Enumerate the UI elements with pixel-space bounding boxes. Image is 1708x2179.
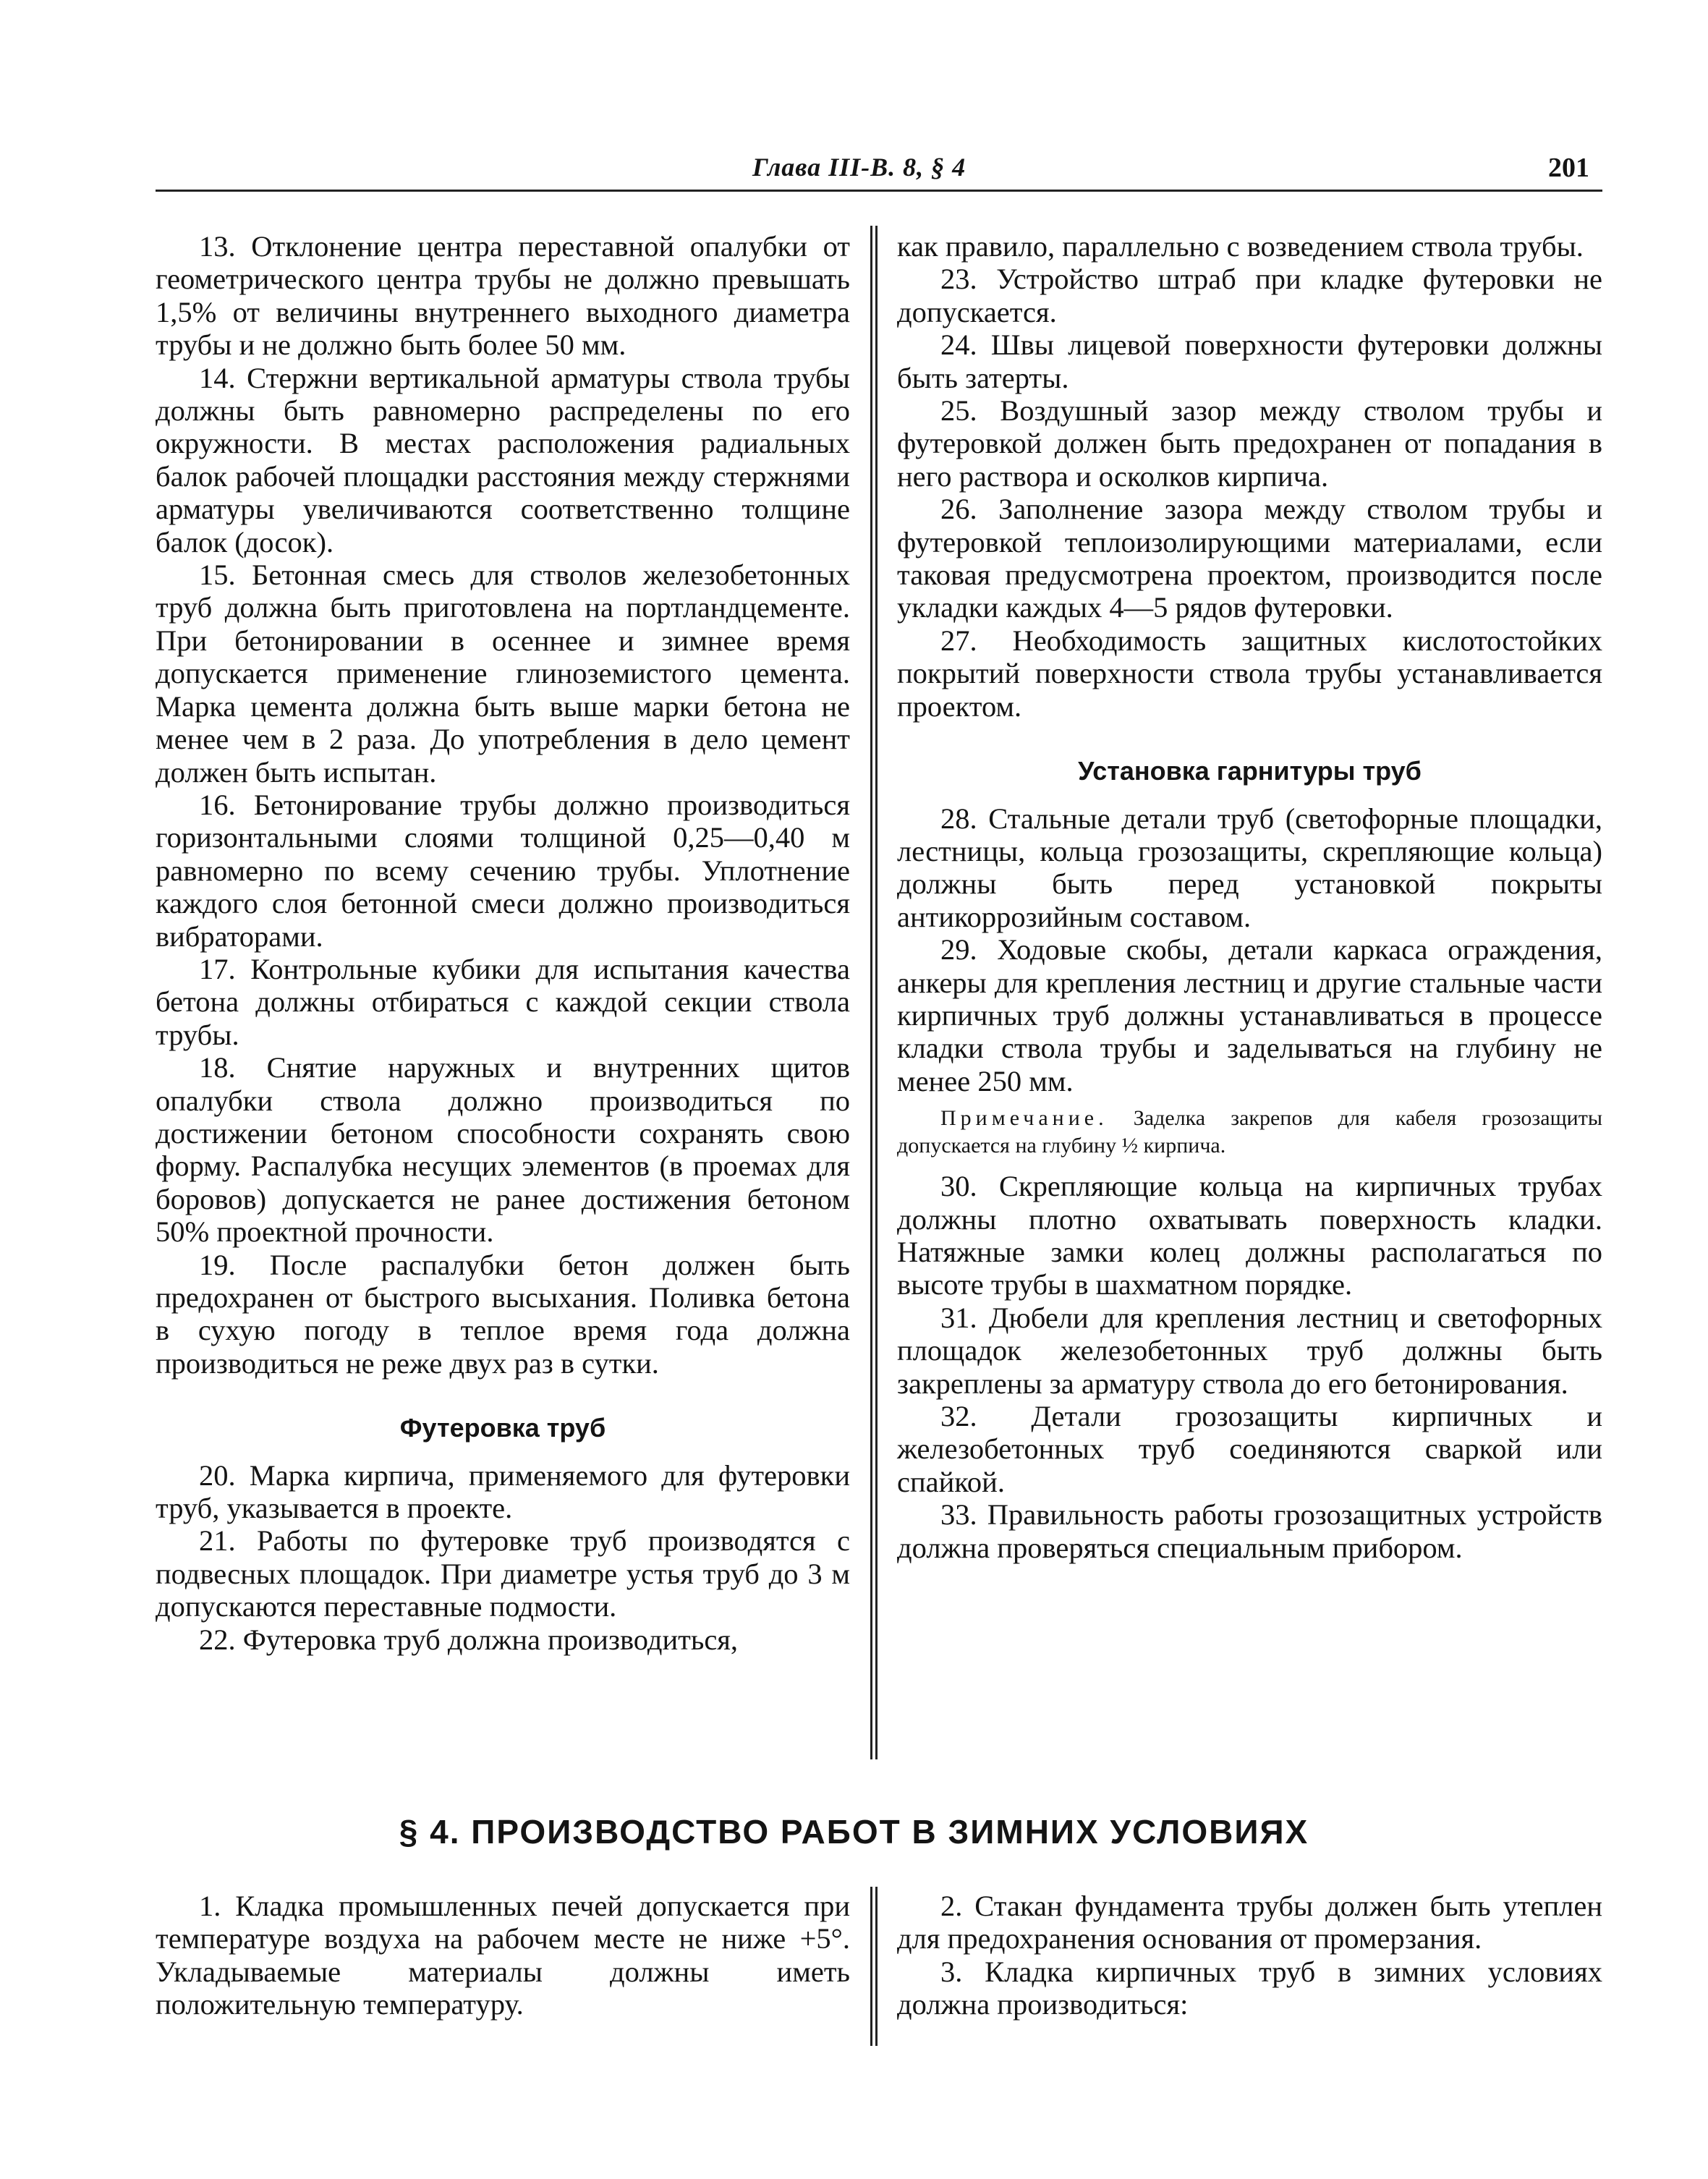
column-separator bbox=[870, 226, 878, 1759]
page-header bbox=[0, 152, 1708, 195]
winter-paragraph-1: 1. Кладка промышленных печей допускается при температуре воздуха на рабочем месте не ниже +5°. Укладываемые материалы должны иметь положительную температуру. bbox=[156, 1890, 850, 2021]
winter-right-column bbox=[897, 1890, 1602, 2021]
paragraph-24: 24. Швы лицевой поверхности футеровки должны быть затерты. bbox=[897, 328, 1602, 394]
paragraph-17: 17. Контрольные кубики для испытания качества бетона должны отбираться с каждой секции ствола трубы. bbox=[156, 952, 850, 1051]
winter-left-column bbox=[156, 1890, 850, 2021]
note bbox=[897, 1105, 1602, 1160]
note-label: Примечание. bbox=[940, 1106, 1108, 1131]
paragraph-16: 16. Бетонирование трубы должно производиться горизонтальными слоями толщиной 0,25—0,40 м равномерно по всему сечению трубы. Уплотнение каждого слоя бетонной смеси должно производиться вибраторами. bbox=[156, 788, 850, 953]
paragraph-29: 29. Ходовые скобы, детали каркаса ограждения, анкеры для крепления лестниц и другие стальные части кирпичных труб должны устанавливаться в процессе кладки ствола трубы и заделываться на глубину не менее 250 мм. bbox=[897, 933, 1602, 1097]
paragraph-32: 32. Детали грозозащиты кирпичных и железобетонных труб соединяются сваркой или спайкой. bbox=[897, 1400, 1602, 1498]
header-rule bbox=[156, 190, 1602, 192]
subheading-fittings: Установка гарнитуры труб bbox=[1078, 756, 1422, 786]
paragraph-28: 28. Стальные детали труб (светофорные площадки, лестницы, кольца грозозащиты, скрепляющие кольца) должны быть перед установкой покрыты антикоррозийным составом. bbox=[897, 802, 1602, 933]
winter-paragraph-3: 3. Кладка кирпичных труб в зимних условиях должна производиться: bbox=[897, 1955, 1602, 2021]
note-text: Заделка закрепов для кабеля грозозащиты допускается на глубину ½ кирпича. bbox=[897, 1106, 1602, 1158]
paragraph-27: 27. Необходимость защитных кислотостойких покрытий поверхности ствола трубы устанавливается проектом. bbox=[897, 624, 1602, 723]
right-column bbox=[897, 230, 1602, 1564]
winter-column-separator bbox=[870, 1887, 878, 2046]
paragraph-25: 25. Воздушный зазор между стволом трубы и футеровкой должен быть предохранен от попадания в него раствора и осколков кирпича. bbox=[897, 394, 1602, 493]
paragraph-13: 13. Отклонение центра переставной опалубки от геометрического центра трубы не должно превышать 1,5% от величины внутреннего выходного диаметра трубы и не должно быть более 50 мм. bbox=[156, 230, 850, 362]
paragraph-33: 33. Правильность работы грозозащитных устройств должна проверяться специальным прибором. bbox=[897, 1498, 1602, 1564]
left-column bbox=[156, 230, 850, 1656]
winter-paragraph-2: 2. Стакан фундамента трубы должен быть утеплен для предохранения основания от промерзания. bbox=[897, 1890, 1602, 1955]
section-title: § 4. ПРОИЗВОДСТВО РАБОТ В ЗИМНИХ УСЛОВИЯХ bbox=[399, 1813, 1309, 1851]
paragraph-14: 14. Стержни вертикальной арматуры ствола трубы должны быть равномерно распределены по его окружности. В местах расположения радиальных балок рабочей площадки расстояния между стержнями арматуры увеличиваются соответственно толщине балок (досок). bbox=[156, 361, 850, 558]
paragraph-22-continued: как правило, параллельно с возведением ствола трубы. bbox=[897, 230, 1584, 263]
subheading-lining: Футеровка труб bbox=[399, 1413, 606, 1443]
paragraph-20: 20. Марка кирпича, применяемого для футеровки труб, указывается в проекте. bbox=[156, 1458, 850, 1525]
paragraph-26: 26. Заполнение зазора между стволом трубы и футеровкой теплоизолирующими материалами, если таковая предусмотрена проектом, производится после укладки каждых 4—5 рядов футеровки. bbox=[897, 493, 1602, 624]
paragraph-15: 15. Бетонная смесь для стволов железобетонных труб должна быть приготовлена на портландцементе. При бетонировании в осеннее и зимнее время допускается применение глиноземистого цемента. Марка цемента должна быть выше марки бетона не менее чем в 2 раза. До употребления в дело цемент должен быть испытан. bbox=[156, 558, 850, 789]
page-number: 201 bbox=[1548, 153, 1589, 183]
running-title: Глава III-В. 8, § 4 bbox=[752, 153, 966, 182]
paragraph-18: 18. Снятие наружных и внутренних щитов опалубки ствола должно производиться по достижении бетоном способности сохранять свою форму. Распалубка несущих элементов (в проемах для боровов) допускается не ранее достижения бетоном 50% проектной прочности. bbox=[156, 1051, 850, 1249]
paragraph-19: 19. После распалубки бетон должен быть предохранен от быстрого высыхания. Поливка бетона в сухую погоду в теплое время года должна производиться не реже двух раз в сутки. bbox=[156, 1248, 850, 1380]
paragraph-21: 21. Работы по футеровке труб производятся с подвесных площадок. При диаметре устья труб до 3 м допускаются переставные подмости. bbox=[156, 1524, 850, 1623]
paragraph-22: 22. Футеровка труб должна производиться, bbox=[199, 1623, 739, 1656]
paragraph-31: 31. Дюбели для крепления лестниц и светофорных площадок железобетонных труб должны быть закреплены за арматуру ствола до его бетонирования. bbox=[897, 1301, 1602, 1400]
paragraph-30: 30. Скрепляющие кольца на кирпичных трубах должны плотно охватывать поверхность кладки. Натяжные замки колец должны располагаться по высоте трубы в шахматном порядке. bbox=[897, 1170, 1602, 1301]
paragraph-23: 23. Устройство штраб при кладке футеровки не допускается. bbox=[897, 263, 1602, 328]
